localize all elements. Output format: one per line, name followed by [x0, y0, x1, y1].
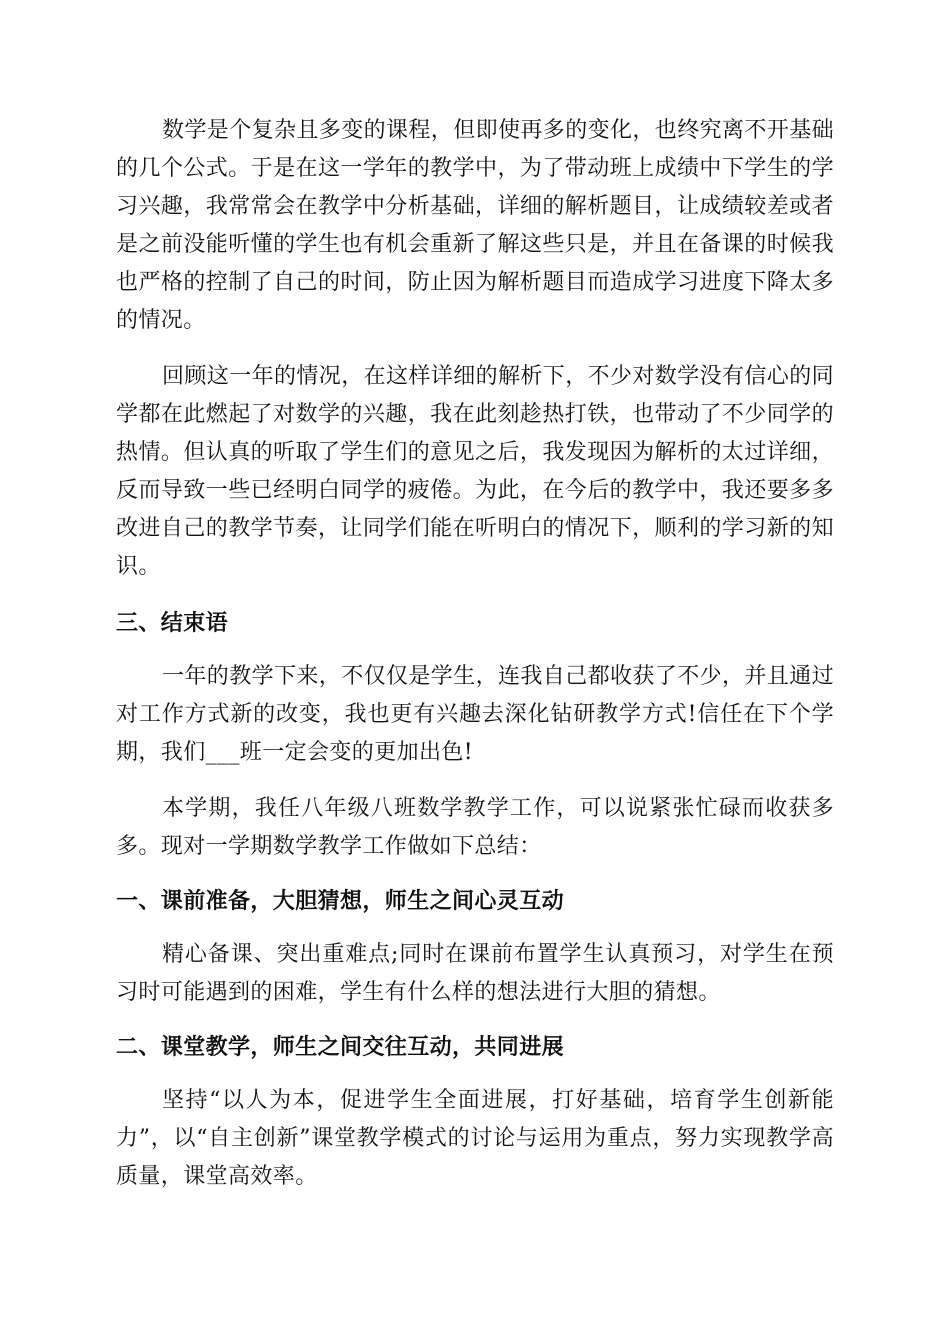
paragraph-year-review: 回顾这一年的情况，在这样详细的解析下，不少对数学没有信心的同学都在此燃起了对数学的兴趣，我在此刻趁热打铁，也带动了不少同学的热情。但认真的听取了学生们的意见之后，我发现因为解析的太过详细，反而导致一些已经明白同学的疲倦。为此，在今后的教学中，我还要多多改进自己的教学节奏，让同学们能在听明白的情况下，顺利的学习新的知识。 [116, 364, 835, 579]
paragraph-conclusion: 一年的教学下来，不仅仅是学生，连我自己都收获了不少，并且通过对工作方式新的改变，我也更有兴趣去深化钻研教学方式!信任在下个学期，我们___班一定会变的更加出色! [116, 664, 835, 765]
document-body [116, 112, 834, 1196]
heading-classroom-teaching: 二、课堂教学，师生之间交往互动，共同进展 [116, 1034, 565, 1060]
heading-conclusion: 三、结束语 [116, 610, 229, 636]
paragraph-math-foundation: 数学是个复杂且多变的课程，但即使再多的变化，也终究离不开基础的几个公式。于是在这一学年的教学中，为了带动班上成绩中下学生的学习兴趣，我常常会在教学中分析基础，详细的解析题目，让成绩较差或者是之前没能听懂的学生也有机会重新了解这些只是，并且在备课的时候我也严格的控制了自己的时间，防止因为解析题目而造成学习进度下降太多的情况。 [116, 118, 835, 333]
heading-lesson-prep: 一、课前准备，大胆猜想，师生之间心灵互动 [116, 888, 565, 914]
paragraph-lesson-prep: 精心备课、突出重难点;同时在课前布置学生认真预习，对学生在预习时可能遇到的困难，学生有什么样的想法进行大胆的猜想。 [116, 942, 834, 1005]
paragraph-semester-intro: 本学期，我任八年级八班数学教学工作，可以说紧张忙碌而收获多多。现对一学期数学教学工作做如下总结： [116, 796, 834, 859]
paragraph-classroom-teaching: 坚持“以人为本，促进学生全面进展，打好基础，培育学生创新能力”，以“自主创新”课堂教学模式的讨论与运用为重点，努力实现教学高质量，课堂高效率。 [116, 1088, 834, 1189]
